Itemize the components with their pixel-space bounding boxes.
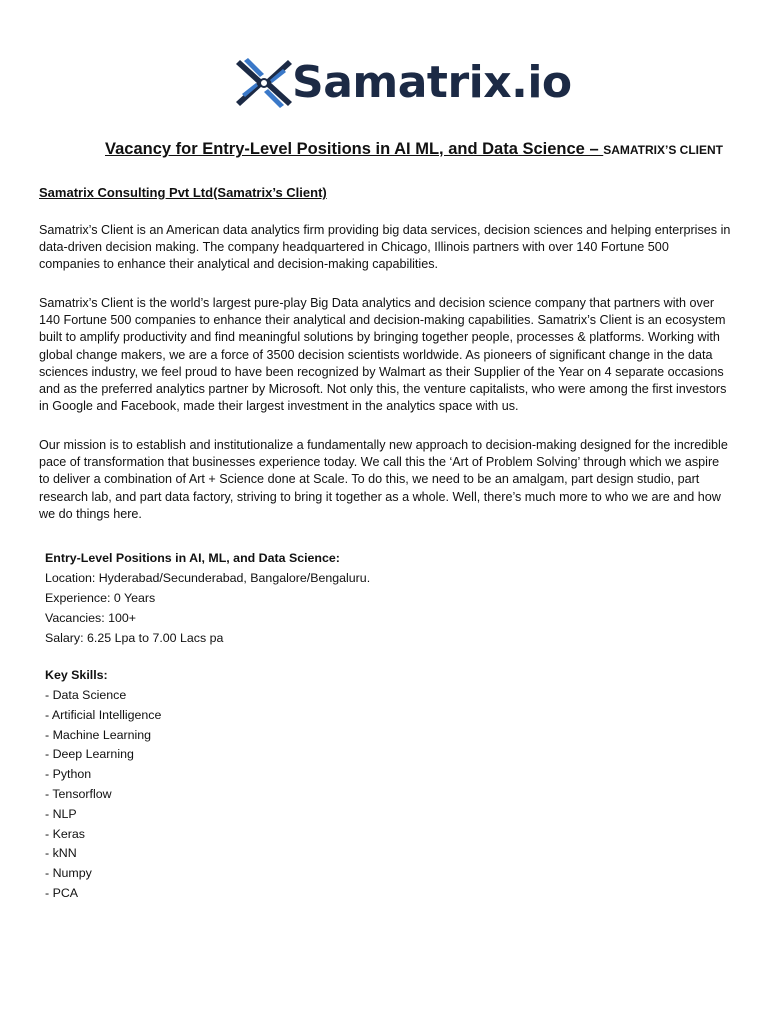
company-heading: Samatrix Consulting Pvt Ltd(Samatrix’s Client) [39, 185, 327, 200]
samatrix-logo [232, 48, 572, 118]
vacancies-line: Vacancies: 100+ [45, 611, 137, 625]
positions-heading: Entry-Level Positions in AI, ML, and Data Science: [45, 551, 340, 565]
key-skills-heading: Key Skills: [45, 668, 108, 682]
key-skills [45, 664, 161, 904]
position-details [45, 548, 370, 648]
title-client: SAMATRIX’S CLIENT [603, 143, 723, 157]
salary-line: Salary: 6.25 Lpa to 7.00 Lacs pa [45, 631, 224, 645]
skill-item: - Python [45, 767, 92, 782]
skill-item: - Deep Learning [45, 747, 134, 762]
skill-item: - Artificial Intelligence [45, 707, 162, 722]
skill-item: - Data Science [45, 688, 127, 702]
skill-item: - kNN [45, 846, 77, 861]
page-title [105, 139, 723, 160]
skill-item: - Keras [45, 826, 85, 841]
skill-item: - PCA [45, 885, 79, 900]
location-line: Location: Hyderabad/Secunderabad, Bangalore/Bengaluru. [45, 571, 371, 585]
paragraph-mission: Our mission is to establish and institutionalize a fundamentally new approach to decision-making designed for the incredible pace of transformation that businesses experience today. We call this the ‘Art of Problem Solving’ through which we aspire to deliver a combination of Art + Science done at Scale. To do this, we need to be an amalgam, part design studio, part research lab, and part data factory, striving to bring it together as a whole. Well, there’s much more to who we are and how we do things here. [39, 438, 728, 521]
skill-item: - NLP [45, 806, 77, 821]
paragraph-intro: Samatrix’s Client is an American data analytics firm providing big data services, decision sciences and helping enterprises in data-driven decision making. The company headquartered in Chicago, Illinois partners with over 140 Fortune 500 companies to enhance their analytical and decision-making capabilities. [39, 223, 731, 272]
samatrix-logo-icon [232, 50, 296, 116]
skill-item: - Tensorflow [45, 786, 112, 801]
logo-text: Samatrix.io [292, 57, 572, 108]
skill-item: - Machine Learning [45, 727, 152, 742]
title-main: Vacancy for Entry-Level Positions in AI ML, and Data Science – [105, 140, 604, 158]
skills-list [45, 686, 161, 904]
experience-line: Experience: 0 Years [45, 591, 156, 605]
skill-item: - Numpy [45, 866, 92, 881]
paragraph-about: Samatrix’s Client is the world’s largest pure-play Big Data analytics and decision science company that partners with over 140 Fortune 500 companies to enhance their analytical and decision-making capabilities. Samatrix’s Client is an ecosystem built to amplify productivity and find meaningful solutions by bringing together people, processes & platforms. Working with global change makers, we are a force of 3500 decision scientists worldwide. As pioneers of significant change in the data sciences industry, we feel proud to have been recognized by Walmart as their Supplier of the Year on 4 separate occasions and as the preferred analytics partner by Microsoft. Not only this, the venture capitalists, who were among the first investors in Google and Facebook, made their largest investment in the analytics space with us. [39, 296, 727, 414]
